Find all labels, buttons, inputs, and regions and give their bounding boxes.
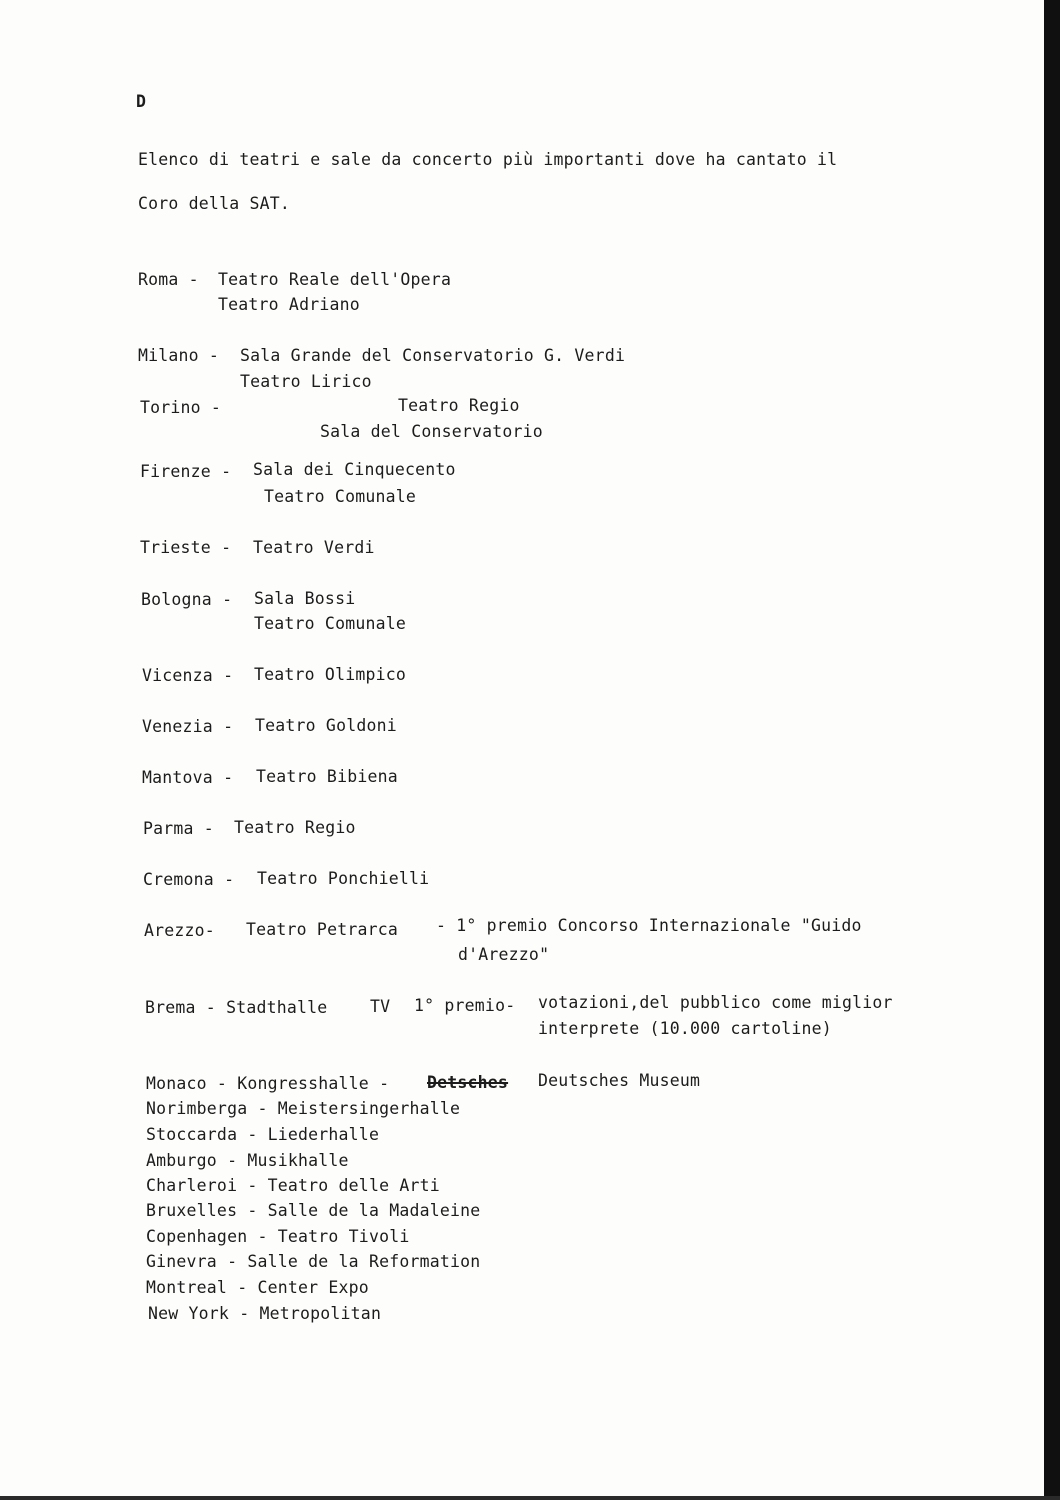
venue-firenze-line2: Teatro Comunale xyxy=(264,487,417,506)
venue-milano-line1: Sala Grande del Conservatorio G. Verdi xyxy=(240,346,626,365)
venue-bologna-line2: Teatro Comunale xyxy=(254,614,407,633)
venue-city-vicenza: Vicenza - xyxy=(142,666,234,685)
venue-venezia-line1: Teatro Goldoni xyxy=(255,716,397,735)
venue-torino-line1: Teatro Regio xyxy=(398,396,520,415)
venue-cremona-line1: Teatro Ponchielli xyxy=(257,869,430,888)
list-item: Norimberga - Meistersingerhalle xyxy=(146,1099,461,1118)
venue-city-parma: Parma - xyxy=(143,819,214,838)
list-item: Amburgo - Musikhalle xyxy=(146,1151,349,1170)
venue-brema-prize: 1° premio- xyxy=(414,996,516,1015)
venue-torino-line2: Sala del Conservatorio xyxy=(320,422,543,441)
venue-trieste-line1: Teatro Verdi xyxy=(253,538,375,557)
venue-city-milano: Milano - xyxy=(138,346,220,365)
venue-city-bologna: Bologna - xyxy=(141,590,233,609)
venue-city-brema: Brema - Stadthalle xyxy=(145,998,328,1017)
venue-city-trieste: Trieste - xyxy=(140,538,232,557)
page-letter: D xyxy=(136,92,147,111)
scan-edge-shadow xyxy=(1044,0,1060,1500)
venue-city-arezzo: Arezzo- xyxy=(144,921,215,940)
venue-arezzo-note-line2: d'Arezzo" xyxy=(458,945,550,964)
scan-bottom-edge xyxy=(0,1496,1060,1500)
list-item: Charleroi - Teatro delle Arti xyxy=(146,1176,440,1195)
list-item: Ginevra - Salle de la Reformation xyxy=(146,1252,481,1271)
venue-city-roma: Roma - xyxy=(138,270,199,289)
venue-city-firenze: Firenze - xyxy=(140,462,232,481)
venue-milano-line2: Teatro Lirico xyxy=(240,372,372,391)
venue-firenze-line1: Sala dei Cinquecento xyxy=(253,460,456,479)
venue-arezzo-note-line1: - 1° premio Concorso Internazionale "Guido xyxy=(436,916,862,935)
list-item: Copenhagen - Teatro Tivoli xyxy=(146,1227,410,1246)
venue-city-mantova: Mantova - xyxy=(142,768,234,787)
venue-roma-line1: Teatro Reale dell'Opera xyxy=(218,270,452,289)
list-item: New York - Metropolitan xyxy=(148,1304,382,1323)
venue-arezzo-theatre: Teatro Petrarca xyxy=(246,920,399,939)
venue-brema-note-line2: interprete (10.000 cartoline) xyxy=(538,1019,832,1038)
venue-city-venezia: Venezia - xyxy=(142,717,234,736)
venue-bologna-line1: Sala Bossi xyxy=(254,589,356,608)
list-item: Stoccarda - Liederhalle xyxy=(146,1125,380,1144)
struck-word: Detsches xyxy=(427,1073,509,1092)
intro-line-1: Elenco di teatri e sale da concerto più importanti dove ha cantato il xyxy=(138,150,838,169)
venue-brema-note-line1: votazioni,del pubblico come miglior xyxy=(538,993,893,1012)
venue-city-monaco: Monaco - Kongresshalle - xyxy=(146,1074,390,1093)
venue-city-cremona: Cremona - xyxy=(143,870,235,889)
list-item: Bruxelles - Salle de la Madaleine xyxy=(146,1201,481,1220)
venue-city-torino: Torino - xyxy=(140,398,222,417)
venue-brema-tv: TV xyxy=(370,997,391,1016)
list-item: Montreal - Center Expo xyxy=(146,1278,369,1297)
venue-parma-line1: Teatro Regio xyxy=(234,818,356,837)
intro-line-2: Coro della SAT. xyxy=(138,194,291,213)
venue-vicenza-line1: Teatro Olimpico xyxy=(254,665,407,684)
venue-monaco-museum: Deutsches Museum xyxy=(538,1071,701,1090)
venue-roma-line2: Teatro Adriano xyxy=(218,295,360,314)
venue-mantova-line1: Teatro Bibiena xyxy=(256,767,398,786)
